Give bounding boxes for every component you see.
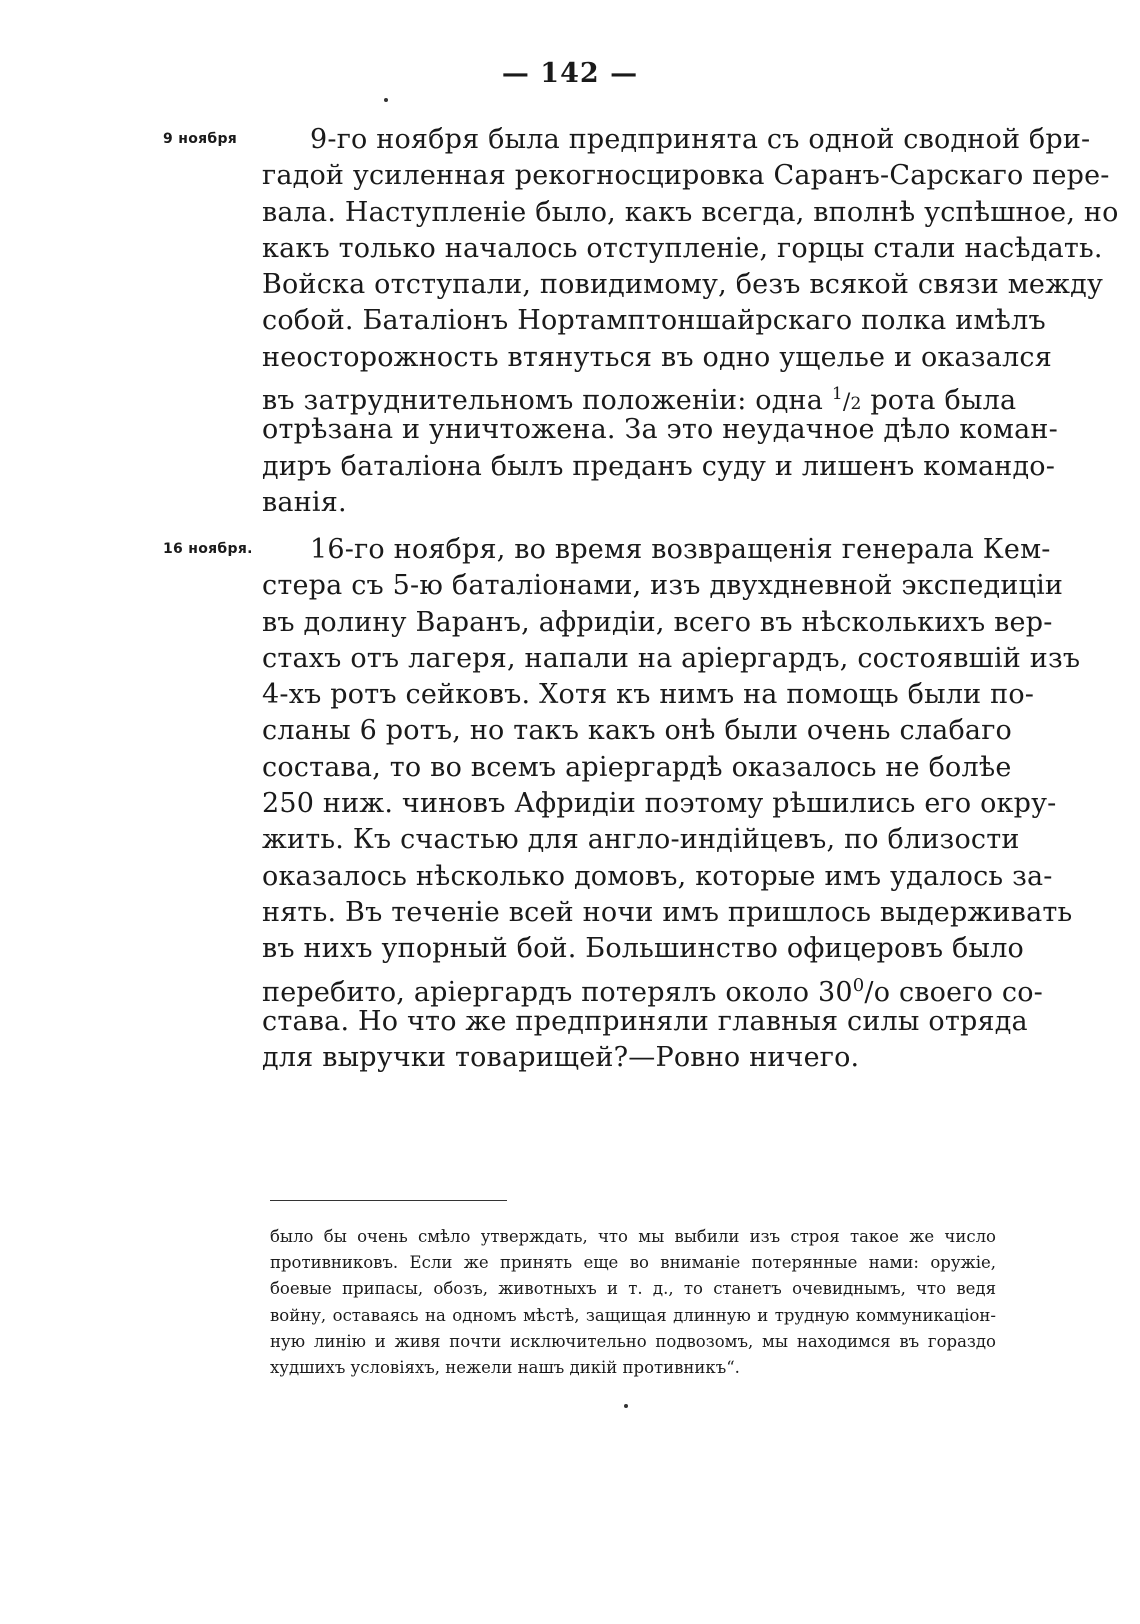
footnote-line: ную линію и живя почти исключительно подвозомъ, мы находимся въ гораздо <box>270 1331 996 1351</box>
text-line: какъ только началось отступленіе, горцы стали насѣдать. <box>262 232 1103 264</box>
text-line: 9-го ноября была предпринята съ одной сводной бри- <box>310 124 1091 155</box>
page-number: — 142 — <box>501 58 639 89</box>
fraction-denominator: 2 <box>850 394 862 415</box>
text-line-with-fraction <box>262 376 1017 417</box>
margin-note-nov-16: 16 ноября. <box>163 541 253 557</box>
text-line: для выручки товарищей?—Ровно ничего. <box>262 1042 860 1074</box>
percent-superscript: 0 <box>852 974 865 996</box>
ink-dot <box>624 1404 628 1408</box>
text-line: 250 ниж. чиновъ Афридіи поэтому рѣшились его окру- <box>262 788 1057 820</box>
text-line: въ долину Варанъ, афридіи, всего въ нѣсколькихъ вер- <box>262 606 1053 638</box>
footnote <box>270 1224 996 1381</box>
footnote-rule <box>270 1200 507 1201</box>
text-segment: въ затруднительномъ положеніи: одна <box>262 385 824 417</box>
text-line: стера съ 5-ю баталіонами, изъ двухдневной экспедиціи <box>262 570 1064 602</box>
text-segment: перебито, аріергардъ потерялъ около 30 <box>262 976 853 1008</box>
text-line: Войска отступали, повидимому, безъ всякой связи между <box>262 269 1104 301</box>
text-line-with-percent <box>262 968 1043 1008</box>
text-line: 16-го ноября, во время возвращенія генерала Кем- <box>310 534 1051 565</box>
margin-note-nov-9: 9 ноября <box>163 131 238 147</box>
footnote-line: было бы очень смѣло утверждать, что мы выбили изъ строя такое же число <box>270 1227 996 1246</box>
footnote-line: худшихъ условіяхъ, нежели нашъ дикій противникъ“. <box>270 1357 740 1377</box>
text-line: жить. Къ счастью для англо-индійцевъ, по близости <box>262 824 1020 856</box>
text-line: вала. Наступленіе было, какъ всегда, вполнѣ успѣшное, но <box>262 196 1119 228</box>
text-line: става. Но что же предприняли главныя силы отряда <box>262 1005 1028 1037</box>
ink-dot <box>384 98 388 102</box>
text-line: 4-хъ ротъ сейковъ. Хотя къ нимъ на помощь были по- <box>262 679 1035 711</box>
text-line: отрѣзана и уничтожена. За это неудачное дѣло коман- <box>262 414 1058 446</box>
footnote-line: боевые припасы, обозъ, животныхъ и т. д., то станетъ очевиднымъ, что ведя <box>270 1279 996 1299</box>
text-line: въ нихъ упорный бой. Большинство офицеровъ было <box>262 933 1025 965</box>
text-line: нять. Въ теченіе всей ночи имъ пришлось выдерживать <box>262 896 1073 928</box>
text-line: состава, то во всемъ аріергардѣ оказалось не болѣе <box>262 751 1012 783</box>
text-line: диръ баталіона былъ преданъ суду и лишенъ командо- <box>262 450 1056 482</box>
fraction-slash: / <box>842 390 851 416</box>
text-line: неосторожность втянуться въ одно ущелье и оказался <box>262 341 1052 373</box>
text-line: сланы 6 ротъ, но такъ какъ онѣ были очень слабаго <box>262 715 1013 747</box>
footnote-line: войну, оставаясь на одномъ мѣстѣ, защищая длинную и трудную коммуникаціон- <box>270 1305 996 1325</box>
paragraph-nov-16 <box>262 532 1081 1076</box>
text-segment: рота была <box>870 385 1017 417</box>
text-segment: /o своего со- <box>864 976 1043 1008</box>
text-line: оказалось нѣсколько домовъ, которые имъ удалось за- <box>262 860 1053 892</box>
paragraph-nov-9 <box>262 122 1119 521</box>
text-line: гадой усиленная рекогносцировка Саранъ-Сарскаго пере- <box>262 160 1110 192</box>
text-line: ванія. <box>262 486 347 518</box>
text-line: собой. Баталіонъ Нортамптоншайрскаго полка имѣлъ <box>262 305 1046 337</box>
fraction-numerator: 1 <box>831 384 843 405</box>
footnote-line: противниковъ. Если же принять еще во вниманіе потерянные нами: оружіе, <box>270 1253 996 1273</box>
text-line: стахъ отъ лагеря, напали на аріергардъ, состоявшій изъ <box>262 642 1081 674</box>
